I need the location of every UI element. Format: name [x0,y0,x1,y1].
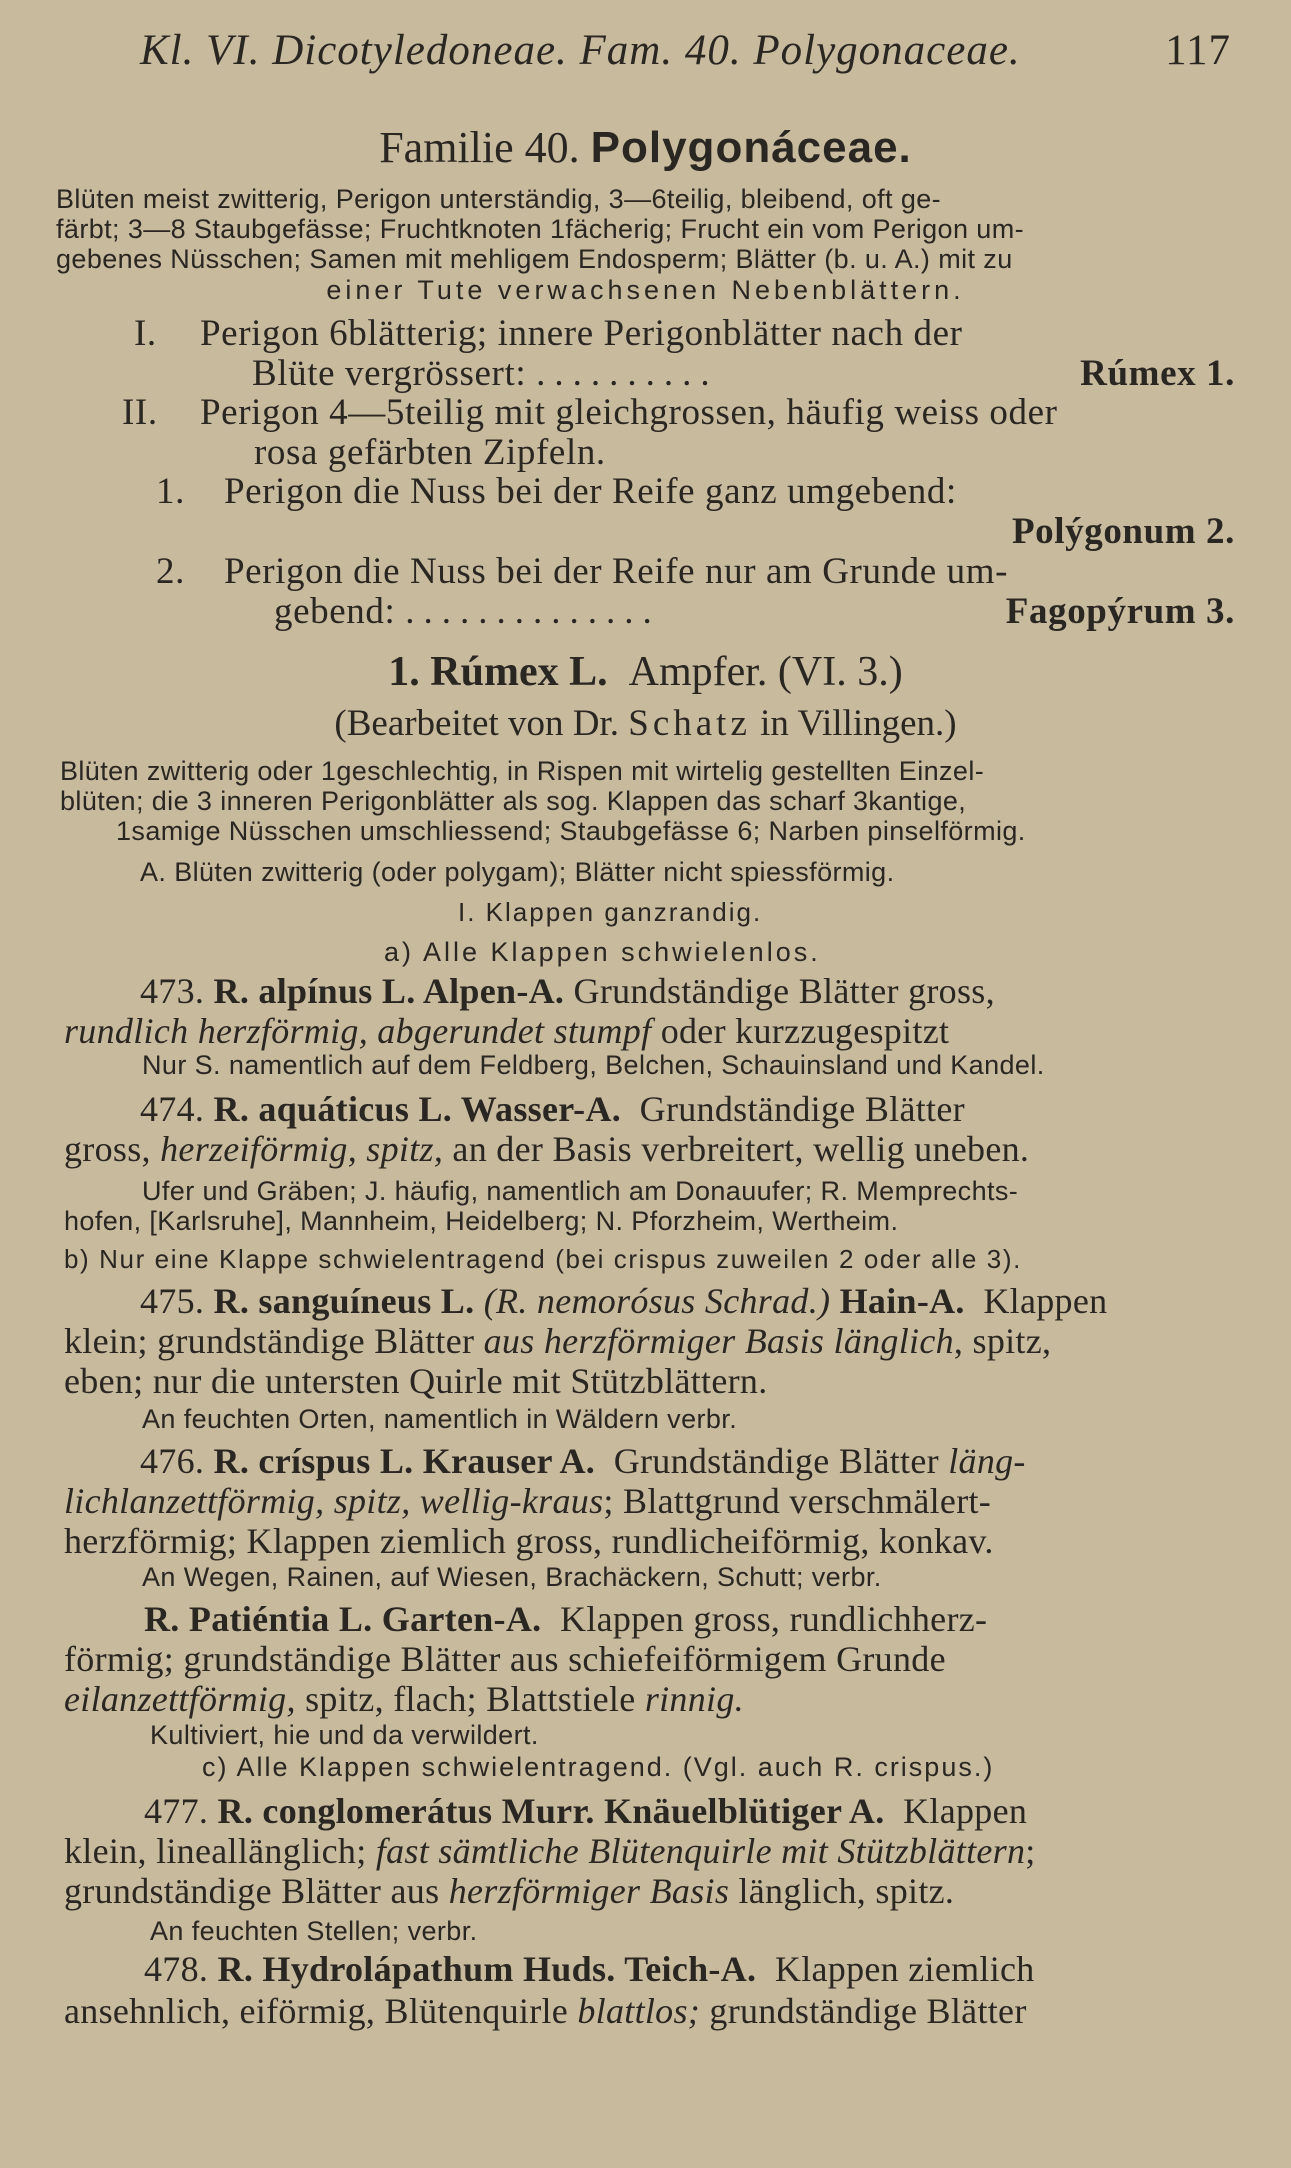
species-text-italic: blattlos; [577,1991,701,2031]
genus-editor [0,702,1291,745]
editor-text: (Bearbeitet von Dr. [334,703,619,744]
species-locality: Kultiviert, hie und da verwildert. [150,1720,539,1750]
species-locality: An Wegen, Rainen, auf Wiesen, Brachäckern, Schutt; verbr. [142,1562,882,1592]
species-locality: Ufer und Gräben; J. häufig, namentlich am Donauufer; R. Memprechts- [142,1176,1019,1206]
section-a: a) Alle Klappen schwielenlos. [384,937,821,967]
genus-common: Ampfer. (VI. 3.) [628,649,903,695]
species-text: Grundständige Blätter [613,1441,949,1481]
species-locality: Nur S. namentlich auf dem Feldberg, Belchen, Schauinsland und Kandel. [142,1050,1045,1080]
species-text: Grundständige Blätter [639,1089,965,1129]
species-text: spitz, flach; Blattstiele [295,1679,645,1719]
species-475 [140,1280,1107,1322]
family-desc-line: gebenes Nüsschen; Samen mit mehligem Endosperm; Blätter (b. u. A.) mit zu [56,244,1013,274]
key-genus-rumex: Rúmex 1. [1080,353,1235,394]
section-c: c) Alle Klappen schwielentragend. (Vgl. auch R. crispus.) [202,1752,995,1782]
family-desc-line: Blüten meist zwitterig, Perigon unterständig, 3—6teilig, bleibend, oft ge- [56,184,942,214]
key-line: Perigon 6blätterig; innere Perigonblätter nach der [200,313,963,354]
section-b: b) Nur eine Klappe schwielentragend (bei crispus zuweilen 2 oder alle 3). [64,1244,1022,1274]
family-desc-line: einer Tute verwachsenen Nebenblättern. [326,275,965,305]
key-num-2: 2. [156,551,185,592]
species-text: grundständige Blätter [700,1991,1027,2031]
species-text: länglich, spitz. [729,1871,955,1911]
species-name: R. conglomerátus Murr. Knäuelblütiger A. [217,1791,885,1831]
species-text-italic: herzeiförmig, spitz, [160,1129,444,1169]
species-text-italic: herzförmiger Basis [448,1871,730,1911]
species-text-line [64,1320,1051,1362]
species-text: an der Basis verbreitert, wellig uneben. [443,1129,1030,1169]
species-text-line: eben; nur die untersten Quirle mit Stützblättern. [64,1361,768,1401]
species-text-line [64,1678,744,1720]
species-text: Klappen gross, rundlichherz- [560,1599,988,1639]
species-473 [140,970,995,1012]
species-text-line [64,1128,1029,1170]
species-text-line [64,1990,1027,2032]
key-line: Perigon die Nuss bei der Reife ganz umgebend: [224,471,957,512]
key-line: Perigon die Nuss bei der Reife nur am Grunde um- [224,551,1009,592]
genus-heading [0,648,1291,696]
species-text: Klappen [983,1281,1108,1321]
genus-desc-line: Blüten zwitterig oder 1geschlechtig, in Rispen mit wirtelig gestellten Einzel- [60,756,985,786]
species-text-italic: fast sämtliche Blütenquirle mit Stützblättern [375,1831,1026,1871]
species-locality: hofen, [Karlsruhe], Mannheim, Heidelberg; N. Pforzheim, Wertheim. [64,1206,899,1236]
key-leader-dots: .......... [536,353,719,394]
running-title: Kl. VI. Dicotyledoneae. Fam. 40. Polygonaceae. [140,27,1021,74]
genus-desc-line: blüten; die 3 inneren Perigonblätter als sog. Klappen das scharf 3kantige, [60,786,967,816]
species-number: 473. [140,971,205,1011]
page-number: 117 [1165,27,1231,74]
editor-text: in Villingen.) [760,703,957,744]
species-text-line: förmig; grundständige Blätter aus schiefeiförmigem Grunde [64,1639,946,1679]
species-text-italic: läng- [948,1441,1026,1481]
species-text-line [64,1870,954,1912]
section-I: I. Klappen ganzrandig. [458,897,763,927]
species-common-name: Hain-A. [839,1281,965,1321]
key-line: rosa gefärbten Zipfeln. [254,432,606,473]
species-text-line [64,1830,1036,1872]
species-name: R. Hydrolápathum Huds. Teich-A. [217,1949,757,1989]
section-A: A. Blüten zwitterig (oder polygam); Blätter nicht spiessförmig. [140,857,895,887]
species-text: Klappen [903,1791,1028,1831]
species-text: Grundständige Blätter gross, [573,971,995,1011]
key-num-II: II. [122,392,158,433]
species-text-italic: aus herzförmiger Basis länglich [483,1321,954,1361]
key-num-1: 1. [156,471,185,512]
key-num-I: I. [134,313,157,354]
species-patientia [144,1598,987,1640]
species-text: grundständige Blätter aus [64,1871,449,1911]
species-text: gross, [64,1129,161,1169]
species-name: R. alpínus L. Alpen-A. [213,971,565,1011]
species-number: 476. [140,1441,205,1481]
family-label: Familie 40. [379,123,580,172]
editor-name: Schatz [628,703,751,744]
species-number: 477. [144,1791,209,1831]
key-leader-dots: .............. [405,591,661,632]
genus-desc-line: 1samige Nüsschen umschliessend; Staubgefässe 6; Narben pinselförmig. [116,816,1026,846]
species-name: R. críspus L. Krauser A. [213,1441,596,1481]
species-text: oder kurzzugespitzt [651,1011,950,1051]
key-genus-polygonum: Polýgonum 2. [1011,511,1235,552]
species-number: 478. [144,1949,209,1989]
species-text: Klappen ziemlich [774,1949,1035,1989]
species-text: ansehnlich, eiförmig, Blütenquirle [64,1991,578,2031]
key-genus-fagopyrum: Fagopýrum 3. [1005,591,1235,632]
key-text: Blüte vergrössert: [252,353,527,394]
family-name: Polygonáceae. [590,123,912,172]
key-line [252,352,719,395]
species-text-italic: eilanzettförmig, [64,1679,296,1719]
species-474 [140,1088,965,1130]
key-text: gebend: [274,591,396,632]
species-number: 475. [140,1281,205,1321]
species-text: , spitz, [953,1321,1052,1361]
key-line [274,590,661,633]
species-text-line [64,1010,949,1052]
species-text-italic: lichlanzettförmig, spitz, wellig-kraus [64,1481,604,1521]
species-text: klein, lineallänglich; [64,1831,376,1871]
running-header [140,26,1231,75]
species-text-line: herzförmig; Klappen ziemlich gross, rundlicheiförmig, konkav. [64,1521,994,1561]
family-desc-line: färbt; 3—8 Staubgefässe; Fruchtknoten 1fächerig; Frucht ein vom Perigon um- [56,214,1024,244]
species-locality: An feuchten Stellen; verbr. [150,1916,478,1946]
key-line: Perigon 4—5teilig mit gleichgrossen, häufig weiss oder [200,392,1058,433]
species-text: ; [1025,1831,1036,1871]
species-text: klein; grundständige Blätter [64,1321,484,1361]
species-name: R. aquáticus L. Wasser-A. [213,1089,622,1129]
species-text-italic: rinnig. [644,1679,744,1719]
species-477 [144,1790,1027,1832]
species-locality: An feuchten Orten, namentlich in Wäldern verbr. [142,1404,738,1434]
species-name: R. Patiéntia L. Garten-A. [144,1599,542,1639]
species-text-italic: rundlich herzförmig, abgerundet stumpf [64,1011,652,1051]
species-number: 474. [140,1089,205,1129]
species-synonym: (R. nemorósus Schrad.) [483,1281,831,1321]
genus-title: 1. Rúmex L. [388,649,608,695]
species-476 [140,1440,1026,1482]
species-text-line [64,1480,991,1522]
species-text: ; Blattgrund verschmälert- [603,1481,992,1521]
family-heading [0,122,1291,173]
species-name: R. sanguíneus L. [213,1281,475,1321]
species-478 [144,1948,1035,1990]
